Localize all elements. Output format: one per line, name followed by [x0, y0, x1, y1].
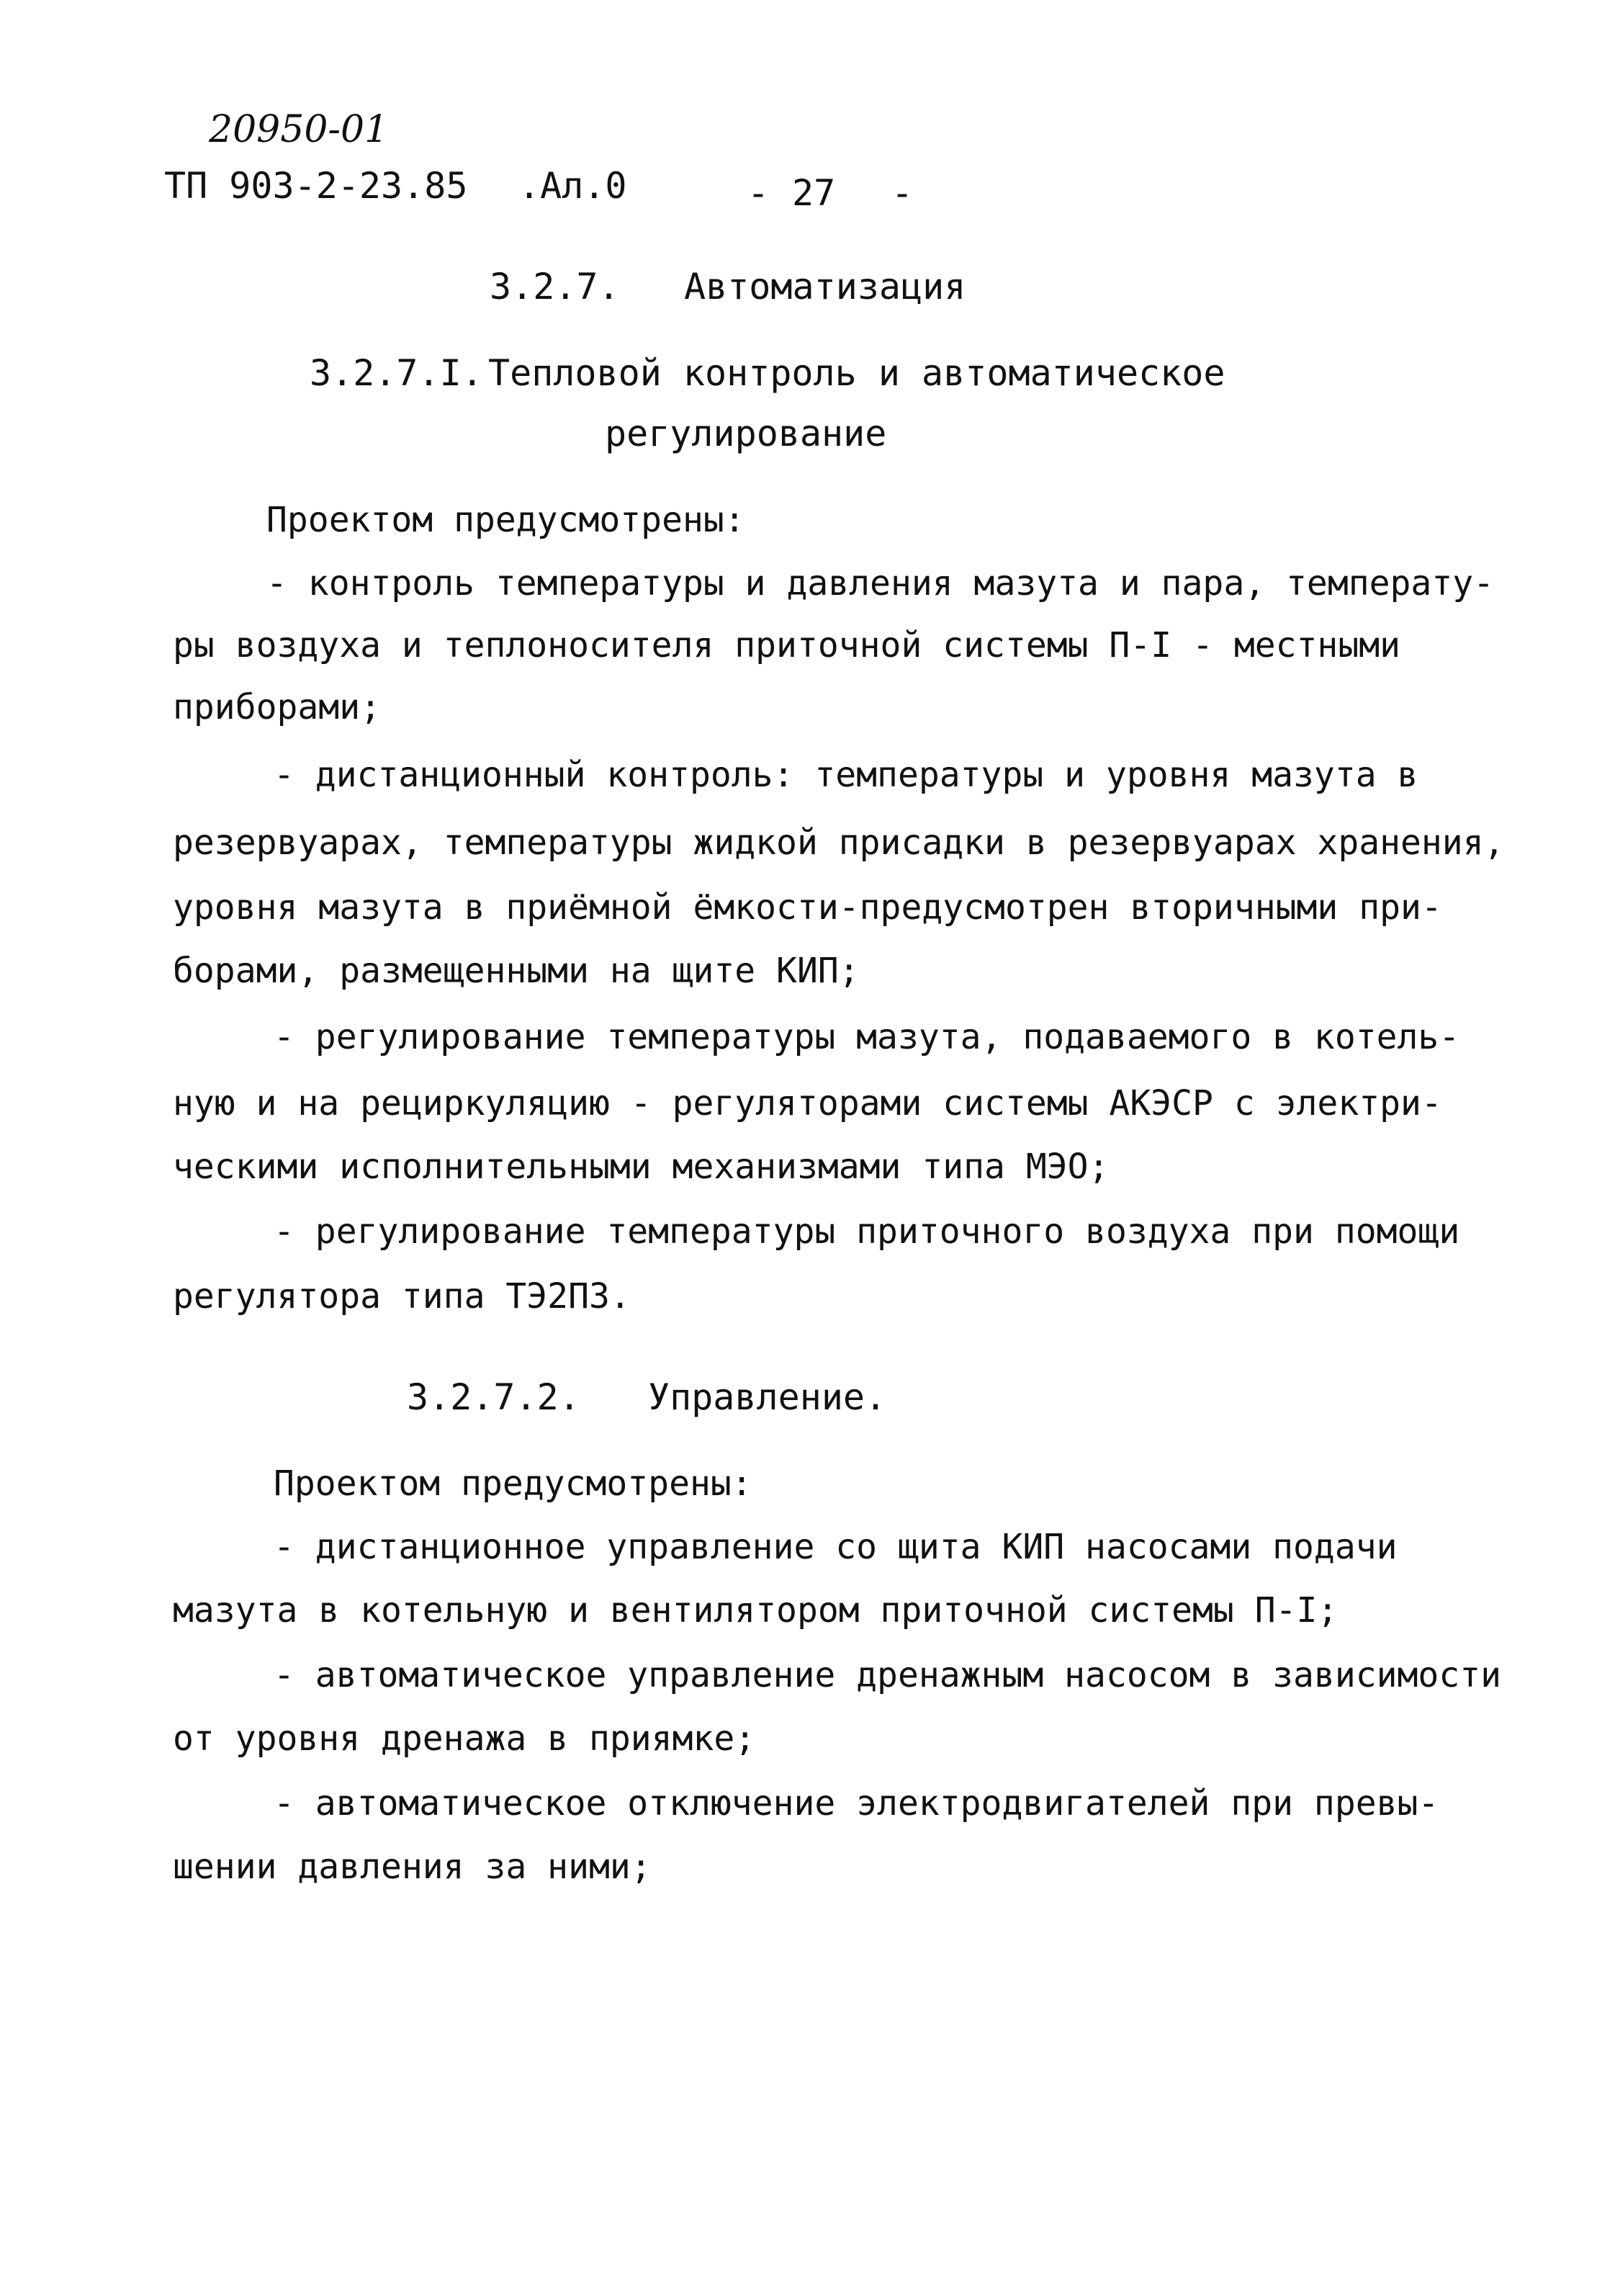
block1-line: ры воздуха и теплоносителя приточной системы П-I - местными [173, 625, 1401, 665]
subsection-number: 3.2.7.I. [310, 352, 483, 394]
block1-line: - регулирование температуры приточного воздуха при помощи [274, 1211, 1460, 1252]
block1-line: - контроль температуры и давления мазута и пара, температу- [266, 563, 1495, 604]
page-number-dash-right: - [891, 172, 914, 214]
archive-number: 20950-01 [209, 108, 389, 151]
block1-line: - регулирование температуры мазута, подаваемого в котель- [274, 1017, 1460, 1057]
block1-intro: Проектом предусмотрены: [266, 500, 745, 540]
section-title: Автоматизация [684, 266, 966, 308]
block2-line: от уровня дренажа в приямке; [173, 1718, 756, 1759]
subsection-title-line1: Тепловой контроль и автоматическое [488, 352, 1225, 394]
block2-line: - дистанционное управление со щита КИП насосами подачи [274, 1527, 1398, 1567]
block2-line: - автоматическое отключение электродвигателей при превы- [274, 1783, 1439, 1824]
block1-line: приборами; [173, 687, 381, 727]
block1-line: борами, размещенными на щите КИП; [173, 951, 860, 991]
block2-line: мазута в котельную и вентилятором приточной системы П-I; [173, 1590, 1339, 1631]
block1-line: резервуарах, температуры жидкой присадки в резервуарах хранения, [173, 822, 1505, 863]
page-number-dash-left: - [747, 172, 770, 214]
doc-code: ТП 903-2-23.85 [164, 165, 468, 207]
album-label: .Ал.0 [518, 165, 627, 207]
subsection-title: Управление. [648, 1376, 887, 1418]
block2-intro: Проектом предусмотрены: [274, 1463, 752, 1504]
block2-line: - автоматическое управление дренажным насосом в зависимости [274, 1655, 1502, 1695]
block1-line: - дистанционный контроль: температуры и уровня мазута в [274, 755, 1418, 795]
block1-line: регулятора типа ТЭ2ПЗ. [173, 1276, 631, 1317]
section-number: 3.2.7. [490, 266, 620, 308]
block1-line: уровня мазута в приёмной ёмкости-предусмотрен вторичными при- [173, 887, 1442, 928]
block1-line: ную и на рециркуляцию - регуляторами системы АКЭСР с электри- [173, 1083, 1442, 1124]
subsection-title-line2: регулирование [605, 413, 887, 454]
block2-line: шении давления за ними; [173, 1847, 652, 1887]
block1-line: ческими исполнительными механизмами типа МЭО; [173, 1147, 1110, 1187]
page-number: 27 [792, 172, 836, 214]
subsection-number: 3.2.7.2. [407, 1376, 580, 1418]
